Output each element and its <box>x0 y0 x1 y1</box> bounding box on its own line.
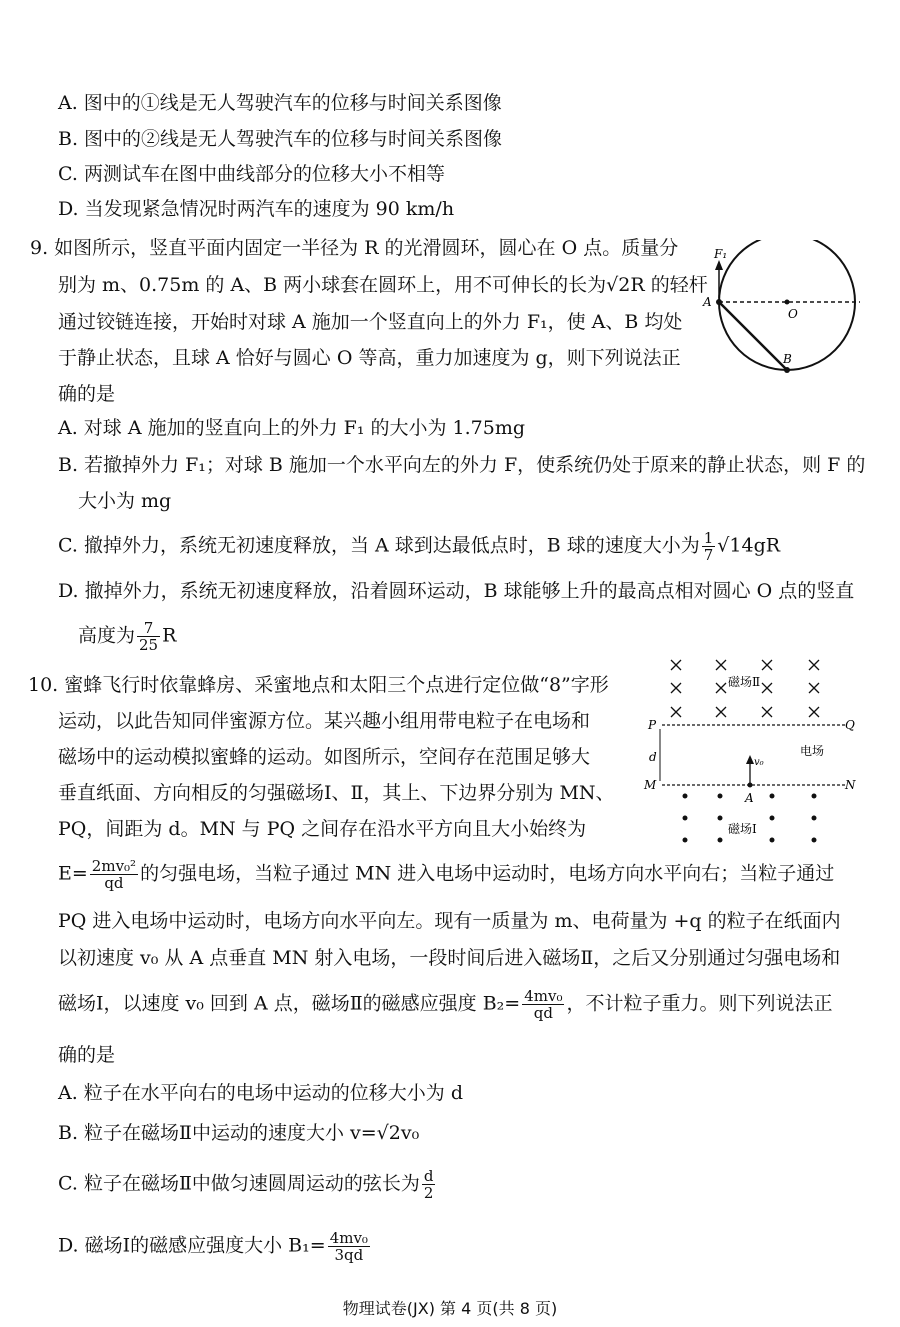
q10-b2-fraction <box>522 988 564 1021</box>
q10-stem-line-8: 以初速度 v₀ 从 A 点垂直 MN 射入电场，一段时间后进入磁场Ⅱ，之后又分别通过匀强电场和 <box>58 947 841 969</box>
label-f1: F₁ <box>714 247 728 261</box>
q10-e-text: 的匀强电场，当粒子通过 MN 进入电场中运动时，电场方向水平向右；当粒子通过 <box>140 862 835 885</box>
ball-a <box>716 299 722 305</box>
q10-option-c-fraction <box>422 1168 436 1201</box>
q9-option-b-line-2: 大小为 mg <box>78 490 172 512</box>
q10-option-c <box>58 1168 437 1201</box>
q10-option-c-denominator: 2 <box>423 1184 434 1202</box>
q10-e-denominator: qd <box>104 874 124 892</box>
q10-b2-denominator: qd <box>533 1004 553 1022</box>
label-o: O <box>788 307 798 321</box>
q9-option-d-text: 高度为 <box>78 624 136 647</box>
q10-stem-line-5: PQ，间距为 d。MN 与 PQ 之间存在沿水平方向且大小始终为 <box>58 818 587 840</box>
q9-option-a: A. 对球 A 施加的竖直向上的外力 F₁ 的大小为 1.75mg <box>58 417 526 439</box>
label-d: d <box>649 750 657 764</box>
q10-option-d-fraction <box>328 1230 370 1263</box>
q10-e-numerator: 2mv₀² <box>91 857 137 875</box>
velocity-arrowhead <box>746 755 754 764</box>
q10-stem-line-4: 垂直纸面、方向相反的匀强磁场Ⅰ、Ⅱ，其上、下边界分别为 MN、 <box>58 782 615 804</box>
q9-option-c <box>58 530 780 563</box>
q10-option-b: B. 粒子在磁场Ⅱ中运动的速度大小 v=√2v₀ <box>58 1122 420 1144</box>
q9-stem-line-2: 别为 m、0.75m 的 A、B 两小球套在圆环上，用不可伸长的长为√2R 的轻杆 <box>58 274 708 296</box>
q9-option-c-denominator: 7 <box>703 546 714 564</box>
label-b: B <box>783 352 792 366</box>
q8-option-b: B. 图中的②线是无人驾驶汽车的位移与时间关系图像 <box>58 128 503 150</box>
q9-option-c-radical: √14gR <box>717 534 781 557</box>
q9-stem-line-5: 确的是 <box>58 383 116 405</box>
q8-option-c: C. 两测试车在图中曲线部分的位移大小不相等 <box>58 163 445 185</box>
label-n: N <box>845 778 856 792</box>
q10-option-d-numerator: 4mv₀ <box>329 1229 368 1247</box>
point-a <box>748 783 753 788</box>
q10-stem-line-1: 10. 蜜蜂飞行时依靠蜂房、采蜜地点和太阳三个点进行定位做“8”字形 <box>28 674 609 696</box>
q10-field-figure <box>640 655 860 845</box>
q10-e-label: E= <box>58 862 88 885</box>
ring <box>719 240 855 370</box>
center-o <box>785 300 790 305</box>
q9-option-d-line-1: D. 撤掉外力，系统无初速度释放，沿着圆环运动，B 球能够上升的最高点相对圆心 O 点的竖直 <box>58 580 855 602</box>
label-p: P <box>648 718 657 732</box>
q9-option-d-line-2 <box>78 620 176 653</box>
label-a: A <box>745 791 754 805</box>
q8-option-a: A. 图中的①线是无人驾驶汽车的位移与时间关系图像 <box>58 92 502 114</box>
q10-option-c-numerator: d <box>423 1167 434 1185</box>
label-field-ii: 磁场Ⅱ <box>728 675 761 689</box>
q9-option-c-fraction <box>702 530 716 563</box>
q10-stem-line-9 <box>58 988 832 1021</box>
q10-stem-line-6 <box>58 858 834 891</box>
label-field-i: 磁场Ⅰ <box>728 822 757 836</box>
q10-e-fraction <box>90 858 138 891</box>
q9-option-c-text: C. 撤掉外力，系统无初速度释放，当 A 球到达最低点时，B 球的速度大小为 <box>58 534 700 557</box>
q10-option-a: A. 粒子在水平向右的电场中运动的位移大小为 d <box>58 1082 464 1104</box>
q9-option-d-unit: R <box>162 624 177 647</box>
label-v0: v₀ <box>754 757 764 768</box>
label-m: M <box>644 778 657 792</box>
q10-stem-line-3: 磁场中的运动模拟蜜蜂的运动。如图所示，空间存在范围足够大 <box>58 746 591 768</box>
q9-option-d-fraction <box>137 620 160 653</box>
q10-stem-line-7: PQ 进入电场中运动时，电场方向水平向左。现有一质量为 m、电荷量为 +q 的粒子在纸面内 <box>58 910 841 932</box>
q10-option-d <box>58 1230 372 1263</box>
q10-stem-line-10: 确的是 <box>58 1044 116 1066</box>
page-footer: 物理试卷(JX) 第 4 页(共 8 页) <box>342 1299 558 1318</box>
q10-option-d-text: D. 磁场Ⅰ的磁感应强度大小 B₁= <box>58 1234 326 1257</box>
q10-option-d-denominator: 3qd <box>334 1246 364 1264</box>
ball-b <box>784 367 790 373</box>
q9-stem-line-3: 通过铰链连接，开始时对球 A 施加一个竖直向上的外力 F₁，使 A、B 均处 <box>58 311 683 333</box>
label-a: A <box>703 295 712 309</box>
q9-option-d-denominator: 25 <box>139 636 159 654</box>
q10-b2-numerator: 4mv₀ <box>524 987 563 1005</box>
q10-option-c-text: C. 粒子在磁场Ⅱ中做匀速圆周运动的弦长为 <box>58 1172 420 1195</box>
q9-option-d-numerator: 7 <box>137 620 160 637</box>
q10-b2-text: 磁场Ⅰ，以速度 v₀ 回到 A 点，磁场Ⅱ的磁感应强度 B₂= <box>58 992 521 1015</box>
label-efield: 电场 <box>800 744 825 758</box>
q8-option-d: D. 当发现紧急情况时两汽车的速度为 90 km/h <box>58 198 455 220</box>
q9-stem-line-4: 于静止状态，且球 A 恰好与圆心 O 等高，重力加速度为 g，则下列说法正 <box>58 347 681 369</box>
q10-b2-post: ，不计粒子重力。则下列说法正 <box>566 992 833 1015</box>
q10-stem-line-2: 运动，以此告知同伴蜜源方位。某兴趣小组用带电粒子在电场和 <box>58 710 591 732</box>
force-f1-arrowhead <box>715 260 723 270</box>
q9-circle-figure <box>700 240 870 380</box>
q9-stem-line-1: 9. 如图所示，竖直平面内固定一半径为 R 的光滑圆环，圆心在 O 点。质量分 <box>30 237 679 259</box>
q9-option-c-numerator: 1 <box>703 529 714 547</box>
q9-option-b-line-1: B. 若撤掉外力 F₁；对球 B 施加一个水平向左的外力 F，使系统仍处于原来的静止状态，则 F 的 <box>58 454 866 476</box>
label-q: Q <box>845 718 855 732</box>
